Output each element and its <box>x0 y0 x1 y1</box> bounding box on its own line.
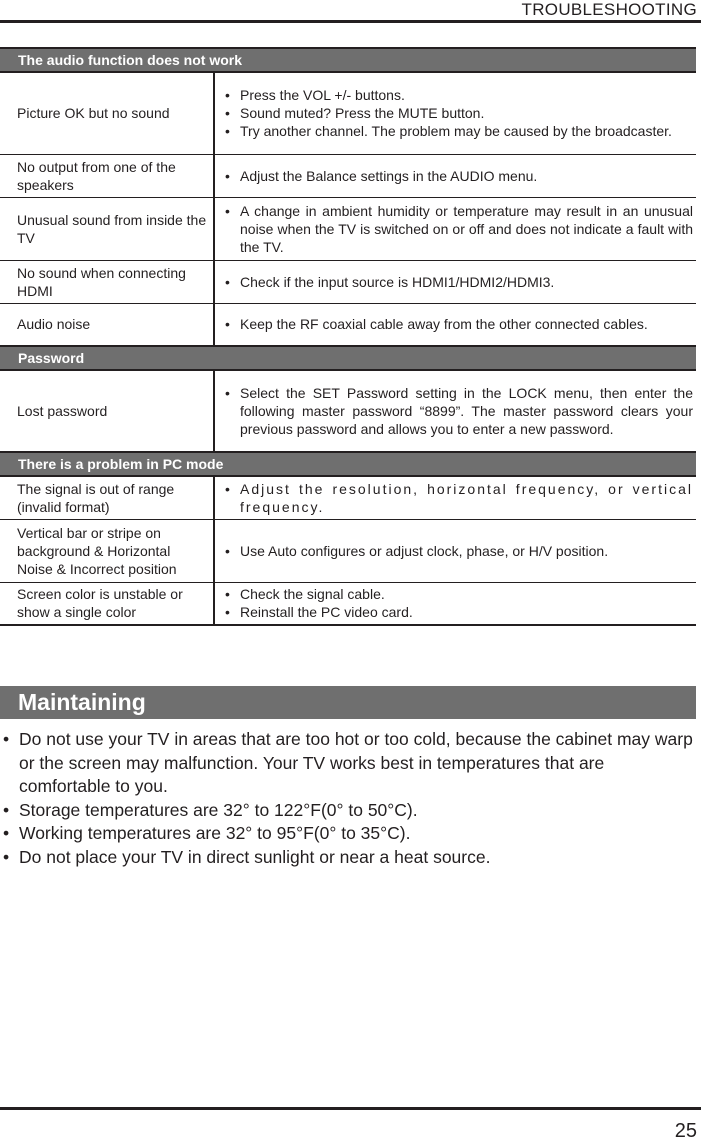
solution-cell <box>214 476 696 519</box>
solution-item: • Try another channel. The problem may be caused by the broadcaster. <box>224 122 693 140</box>
problem-cell: Picture OK but no sound <box>0 72 214 154</box>
solution-item: • Check if the input source is HDMI1/HDMI2/HDMI3. <box>224 273 693 291</box>
solution-cell <box>214 303 696 346</box>
solution-list <box>224 202 693 256</box>
page-number: 25 <box>674 1120 697 1142</box>
section-heading-password <box>0 346 696 370</box>
footer-rule <box>0 1107 701 1110</box>
maintaining-heading: Maintaining <box>0 686 696 719</box>
solution-cell <box>214 197 696 260</box>
problem-cell: The signal is out of range (invalid format) <box>0 476 214 519</box>
problem-cell: Unusual sound from inside the TV <box>0 197 214 260</box>
maintaining-item: • Do not place your TV in direct sunlight or near a heat source. <box>0 846 697 870</box>
solution-list <box>224 542 693 560</box>
solution-list <box>224 86 693 140</box>
maintaining-item: • Working temperatures are 32° to 95°F(0° to 35°C). <box>0 822 697 846</box>
solution-cell <box>214 260 696 303</box>
solution-list <box>224 273 693 291</box>
solution-cell <box>214 519 696 582</box>
solution-item: • Adjust the resolution, horizontal frequency, or vertical frequency. <box>224 480 693 516</box>
solution-cell <box>214 72 696 154</box>
solution-item: • Press the VOL +/- buttons. <box>224 86 693 104</box>
solution-list <box>224 167 693 185</box>
maintaining-list <box>0 728 697 869</box>
section-heading-audio <box>0 48 696 72</box>
solution-item: • Use Auto configures or adjust clock, phase, or H/V position. <box>224 542 693 560</box>
problem-cell: No sound when connecting HDMI <box>0 260 214 303</box>
table-row <box>0 260 696 303</box>
solution-list <box>224 384 693 438</box>
maintaining-item: • Storage temperatures are 32° to 122°F(0° to 50°C). <box>0 799 697 823</box>
table-row <box>0 476 696 519</box>
solution-item: • A change in ambient humidity or temperature may result in an unusual noise when the TV is switched on or off and does not indicate a fault with the TV. <box>224 202 693 256</box>
solution-list <box>224 315 693 333</box>
header-rule <box>0 20 701 23</box>
solution-item: • Sound muted? Press the MUTE button. <box>224 104 693 122</box>
table-row <box>0 582 696 625</box>
table-row <box>0 197 696 260</box>
maintaining-item: • Do not use your TV in areas that are too hot or too cold, because the cabinet may warp or the screen may malfunction. Your TV works best in temperatures that are comfortable to you. <box>0 728 697 799</box>
solution-item: • Adjust the Balance settings in the AUDIO menu. <box>224 167 693 185</box>
solution-item: • Reinstall the PC video card. <box>224 603 693 621</box>
problem-cell: No output from one of the speakers <box>0 154 214 197</box>
problem-cell: Lost password <box>0 370 214 452</box>
section-heading-text: Password <box>0 346 696 370</box>
problem-cell: Audio noise <box>0 303 214 346</box>
table-row <box>0 154 696 197</box>
table-row <box>0 72 696 154</box>
solution-item: • Check the signal cable. <box>224 585 693 603</box>
solution-cell <box>214 370 696 452</box>
solution-item: • Keep the RF coaxial cable away from the other connected cables. <box>224 315 693 333</box>
solution-item: • Select the SET Password setting in the LOCK menu, then enter the following master password “8899”. The master password clears your previous password and allows you to enter a new password. <box>224 384 693 438</box>
section-heading-text: The audio function does not work <box>0 48 696 72</box>
running-header: TROUBLESHOOTING <box>521 0 697 19</box>
table-row <box>0 303 696 346</box>
troubleshooting-table <box>0 47 696 626</box>
table-row <box>0 370 696 452</box>
solution-list <box>224 585 693 621</box>
solution-cell <box>214 582 696 625</box>
solution-list <box>224 480 693 516</box>
problem-cell: Screen color is unstable or show a single color <box>0 582 214 625</box>
problem-cell: Vertical bar or stripe on background & Horizontal Noise & Incorrect position <box>0 519 214 582</box>
table-row <box>0 519 696 582</box>
solution-cell <box>214 154 696 197</box>
section-heading-text: There is a problem in PC mode <box>0 452 696 476</box>
section-heading-pc-mode <box>0 452 696 476</box>
